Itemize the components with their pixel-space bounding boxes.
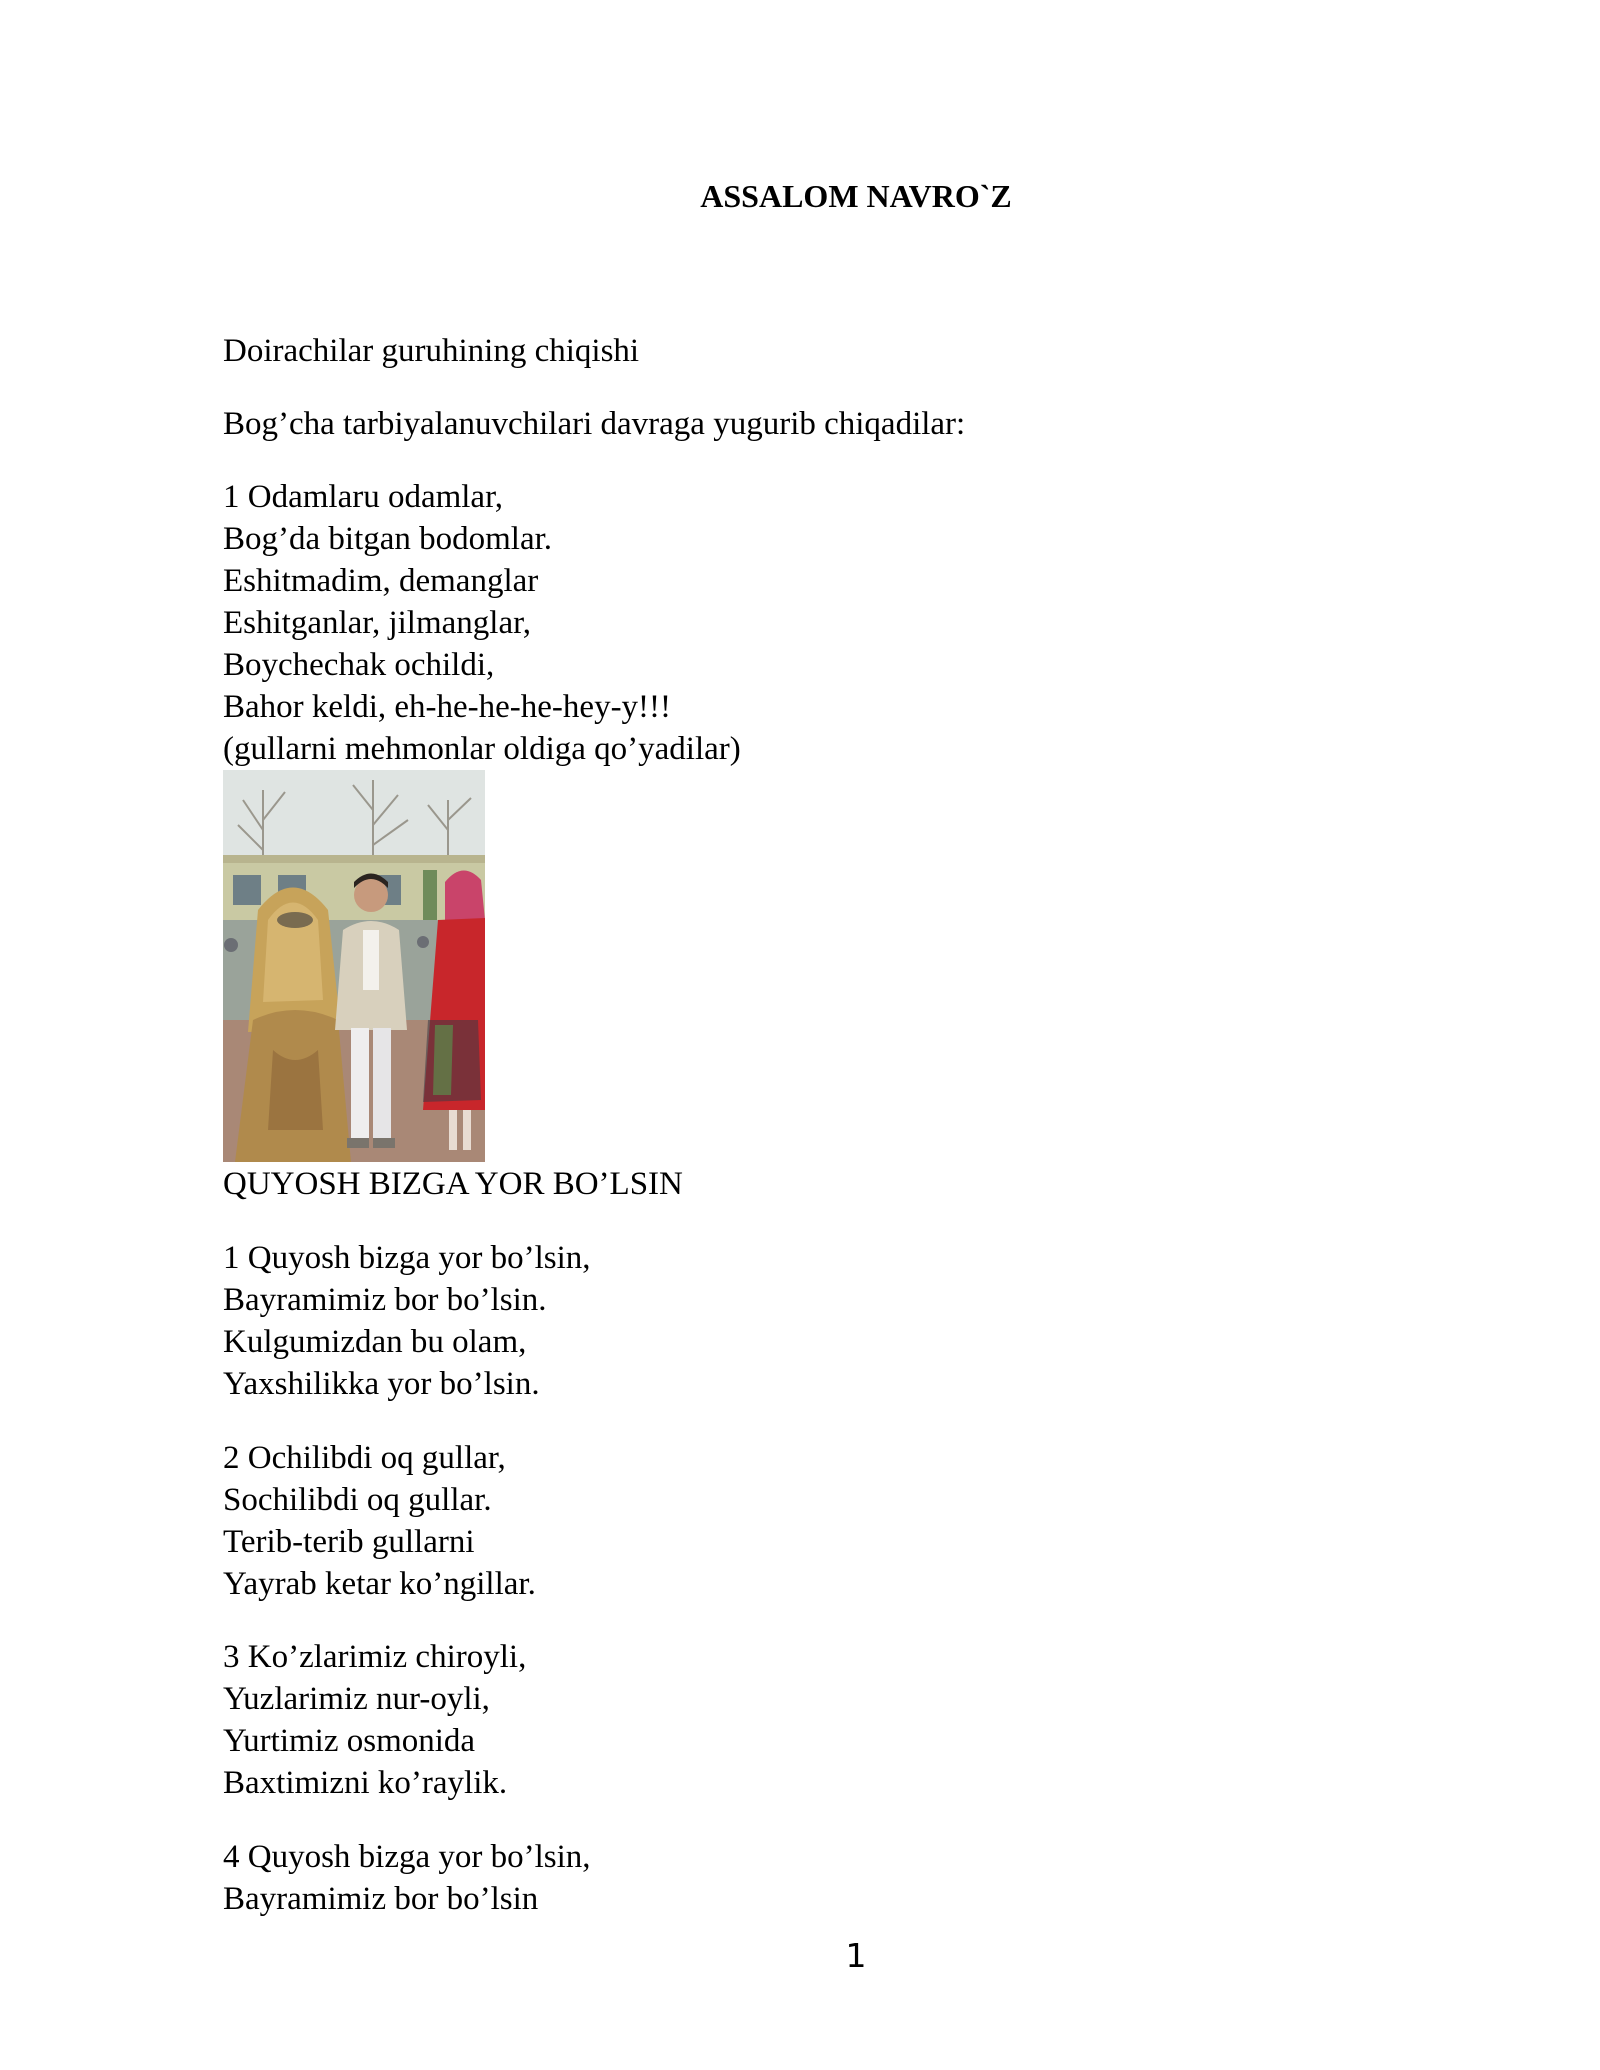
verse-line: Yayrab ketar ko’ngillar. <box>223 1566 536 1602</box>
intro-paragraph-2: Bog’cha tarbiyalanuvchilari davraga yugurib chiqadilar: <box>223 406 966 442</box>
verse-line: 3 Ko’zlarimiz chiroyli, <box>223 1639 527 1675</box>
verse-line: Sochilibdi oq gullar. <box>223 1482 492 1518</box>
verse-line: Baxtimizni ko’raylik. <box>223 1765 508 1801</box>
poem-stanza-1 <box>223 476 1423 770</box>
intro-paragraph-1: Doirachilar guruhining chiqishi <box>223 333 640 369</box>
stage-direction: (gullarni mehmonlar oldiga qo’yadilar) <box>223 731 741 767</box>
poem-line: Bog’da bitgan bodomlar. <box>223 521 553 557</box>
poem-line: 1 Odamlaru odamlar, <box>223 479 504 515</box>
song-title: QUYOSH BIZGA YOR BO’LSIN <box>223 1166 683 1202</box>
song-verse-2 <box>223 1437 1423 1605</box>
verse-line: Yuzlarimiz nur-oyli, <box>223 1681 490 1717</box>
song-verse-1 <box>223 1237 1423 1405</box>
song-verse-3 <box>223 1636 1423 1804</box>
verse-line: Bayramimiz bor bo’lsin. <box>223 1282 547 1318</box>
poem-line: Eshitmadim, demanglar <box>223 563 539 599</box>
poem-line: Boychechak ochildi, <box>223 647 495 683</box>
verse-line: Yaxshilikka yor bo’lsin. <box>223 1366 540 1402</box>
children-costume-photo <box>223 770 485 1162</box>
document-title: ASSALOM NAVRO`Z <box>700 178 1012 214</box>
verse-line: 1 Quyosh bizga yor bo’lsin, <box>223 1240 591 1276</box>
verse-line: Terib-terib gullarni <box>223 1524 475 1560</box>
page-number: 1 <box>845 1936 867 1975</box>
poem-line: Bahor keldi, eh-he-he-he-hey-y!!! <box>223 689 672 725</box>
verse-line: 4 Quyosh bizga yor bo’lsin, <box>223 1839 591 1875</box>
verse-line: Kulgumizdan bu olam, <box>223 1324 527 1360</box>
verse-line: Yurtimiz osmonida <box>223 1723 476 1759</box>
verse-line: Bayramimiz bor bo’lsin <box>223 1881 539 1917</box>
verse-line: 2 Ochilibdi oq gullar, <box>223 1440 506 1476</box>
poem-line: Eshitganlar, jilmanglar, <box>223 605 532 641</box>
song-verse-4 <box>223 1836 1423 1920</box>
